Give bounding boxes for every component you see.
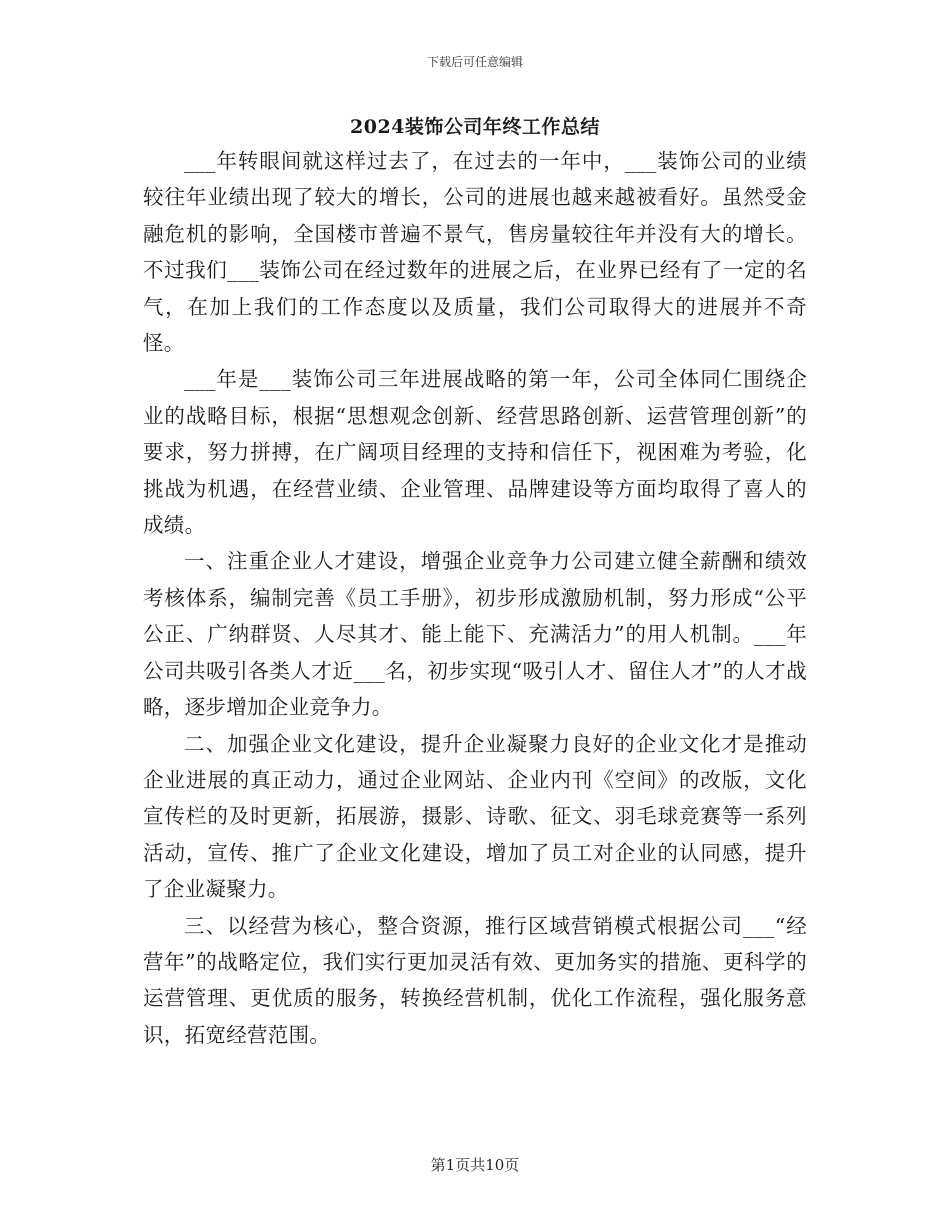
header-note: 下载后可任意编辑 bbox=[426, 55, 523, 69]
paragraph-operations: 三、以经营为核心，整合资源，推行区域营销模式根据公司___“经营年”的战略定位，我们实行更加灵活有效、更加务实的措施、更科学的运营管理、更优质的服务，转换经营机制，优化工作流程，强化服务意识，拓宽经营范围。 bbox=[143, 913, 807, 1047]
document-title: 2024装饰公司年终工作总结 bbox=[350, 116, 600, 138]
paragraph-culture: 二、加强企业文化建设，提升企业凝聚力良好的企业文化才是推动企业进展的真正动力，通过企业网站、企业内刊《空间》的改版，文化宣传栏的及时更新，拓展游，摄影、诗歌、征文、羽毛球竞赛等一系列活动，宣传、推广了企业文化建设，增加了员工对企业的认同感，提升了企业凝聚力。 bbox=[143, 731, 807, 902]
page-number: 第1页共10页 bbox=[430, 1156, 520, 1174]
document-body bbox=[143, 143, 807, 1053]
paragraph-intro: ___年转眼间就这样过去了，在过去的一年中，___装饰公司的业绩较往年业绩出现了较大的增长，公司的进展也越来越被看好。虽然受金融危机的影响，全国楼市普遍不景气，售房量较往年并没有大的增长。不过我们___装饰公司在经过数年的进展之后，在业界已经有了一定的名气，在加上我们的工作态度以及质量，我们公司取得大的进展并不奇怪。 bbox=[143, 149, 807, 356]
paragraph-talent: 一、注重企业人才建设，增强企业竞争力公司建立健全薪酬和绩效考核体系，编制完善《员工手册》，初步形成激励机制，努力形成“公平公正、广纳群贤、人尽其才、能上能下、充满活力”的用人机制。___年公司共吸引各类人才近___名，初步实现“吸引人才、留住人才”的人才战略，逐步增加企业竞争力。 bbox=[143, 549, 807, 720]
paragraph-strategy: ___年是___装饰公司三年进展战略的第一年，公司全体同仁围绕企业的战略目标，根据“思想观念创新、经营思路创新、运营管理创新”的要求，努力拼搏，在广阔项目经理的支持和信任下，视困难为考验，化挑战为机遇，在经营业绩、企业管理、品牌建设等方面均取得了喜人的成绩。 bbox=[143, 367, 807, 538]
